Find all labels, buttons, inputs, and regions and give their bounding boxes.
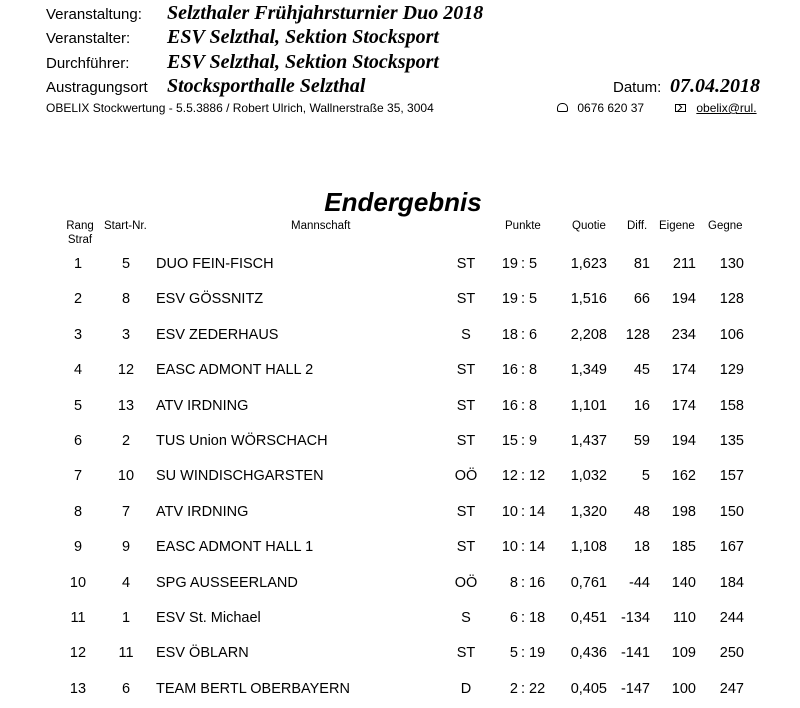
points-lost-cell: 18 [529, 610, 546, 626]
quotient-cell: 1,320 [570, 504, 607, 520]
phone-icon [557, 103, 568, 112]
quotient-cell: 1,437 [570, 433, 607, 449]
col-diff: Diff. [627, 220, 648, 232]
own-points-cell: 211 [672, 256, 696, 272]
rank-cell: 2 [73, 291, 83, 307]
team-name-cell: ESV ÖBLARN [156, 645, 249, 661]
region-cell: S [461, 327, 471, 343]
difference-cell: 59 [633, 433, 650, 449]
own-points-cell: 234 [671, 327, 696, 343]
own-points-cell: 110 [672, 610, 696, 626]
region-cell: OÖ [454, 575, 478, 591]
own-points-cell: 194 [671, 291, 696, 307]
points-won-cell: 8 [509, 575, 518, 591]
rank-cell: 13 [69, 681, 87, 697]
points-won-cell: 12 [501, 468, 518, 484]
rank-cell: 12 [69, 645, 87, 661]
own-points-cell: 185 [671, 539, 696, 555]
own-points-cell: 162 [671, 468, 696, 484]
team-name-cell: ESV GÖSSNITZ [156, 291, 264, 307]
rank-cell: 10 [69, 575, 87, 591]
points-won-cell: 16 [501, 362, 518, 378]
difference-cell: 16 [633, 398, 650, 414]
points-lost-cell: 9 [529, 433, 538, 449]
region-cell: ST [456, 504, 476, 520]
difference-cell: 128 [625, 327, 650, 343]
rank-cell: 3 [73, 327, 83, 343]
col-quotie: Quotie [572, 220, 606, 232]
datum-label: Datum: [613, 79, 662, 96]
points-lost-cell: 22 [529, 681, 546, 697]
difference-cell: -134 [620, 610, 650, 626]
team-name-cell: EASC ADMONT HALL 2 [156, 362, 314, 378]
points-separator: : [520, 398, 526, 414]
points-lost-cell: 6 [529, 327, 538, 343]
region-cell: ST [456, 398, 476, 414]
quotient-cell: 1,516 [570, 291, 607, 307]
points-won-cell: 19 [501, 256, 518, 272]
points-lost-cell: 5 [529, 256, 538, 272]
own-points-cell: 174 [671, 398, 696, 414]
points-separator: : [520, 539, 526, 555]
points-separator: : [520, 291, 526, 307]
points-separator: : [520, 645, 526, 661]
opponent-points-cell: 135 [719, 433, 744, 449]
rank-cell: 4 [73, 362, 83, 378]
points-separator: : [520, 433, 526, 449]
team-name-cell: DUO FEIN-FISCH [156, 256, 274, 272]
region-cell: S [461, 610, 471, 626]
points-separator: : [520, 327, 526, 343]
phone-contact [557, 101, 644, 115]
rank-cell: 7 [73, 468, 83, 484]
difference-cell: 81 [633, 256, 650, 272]
rank-cell: 11 [70, 610, 86, 626]
points-won-cell: 19 [501, 291, 518, 307]
start-number-cell: 11 [118, 645, 134, 661]
points-won-cell: 15 [501, 433, 518, 449]
start-number-cell: 9 [121, 539, 131, 555]
start-number-cell: 7 [121, 504, 131, 520]
team-name-cell: ATV IRDNING [156, 504, 249, 520]
quotient-cell: 0,405 [570, 681, 607, 697]
datum-value: 07.04.2018 [670, 75, 760, 97]
region-cell: ST [456, 433, 476, 449]
start-number-cell: 6 [121, 681, 131, 697]
quotient-cell: 0,436 [570, 645, 607, 661]
opponent-points-cell: 129 [719, 362, 744, 378]
veranstalter-value: ESV Selzthal, Sektion Stocksport [167, 26, 439, 48]
region-cell: ST [456, 291, 476, 307]
ort-value: Stocksporthalle Selzthal [167, 75, 366, 97]
veranstaltung-label: Veranstaltung: [46, 6, 142, 23]
start-number-cell: 12 [117, 362, 135, 378]
region-cell: D [460, 681, 472, 697]
quotient-cell: 0,761 [570, 575, 607, 591]
points-separator: : [520, 468, 526, 484]
points-separator: : [520, 362, 526, 378]
opponent-points-cell: 244 [719, 610, 744, 626]
rank-cell: 6 [73, 433, 83, 449]
points-won-cell: 16 [501, 398, 518, 414]
points-separator: : [520, 610, 526, 626]
quotient-cell: 1,032 [570, 468, 607, 484]
col-straf: Straf [67, 234, 93, 246]
points-separator: : [520, 575, 526, 591]
start-number-cell: 13 [117, 398, 135, 414]
start-number-cell: 3 [121, 327, 131, 343]
opponent-points-cell: 167 [719, 539, 744, 555]
own-points-cell: 140 [671, 575, 696, 591]
quotient-cell: 1,101 [570, 398, 607, 414]
opponent-points-cell: 184 [719, 575, 744, 591]
own-points-cell: 194 [671, 433, 696, 449]
phone-number: 0676 620 37 [577, 101, 645, 115]
own-points-cell: 174 [671, 362, 696, 378]
quotient-cell: 1,108 [570, 539, 607, 555]
opponent-points-cell: 157 [719, 468, 744, 484]
region-cell: ST [456, 539, 476, 555]
start-number-cell: 4 [121, 575, 131, 591]
opponent-points-cell: 150 [719, 504, 744, 520]
region-cell: ST [456, 362, 476, 378]
own-points-cell: 100 [671, 681, 696, 697]
team-name-cell: SU WINDISCHGARSTEN [156, 468, 324, 484]
opponent-points-cell: 130 [719, 256, 744, 272]
durchfuehrer-value: ESV Selzthal, Sektion Stocksport [167, 51, 439, 73]
difference-cell: 48 [633, 504, 650, 520]
points-lost-cell: 16 [529, 575, 546, 591]
points-won-cell: 10 [501, 539, 518, 555]
own-points-cell: 109 [671, 645, 696, 661]
start-number-cell: 5 [121, 256, 131, 272]
points-won-cell: 2 [509, 681, 518, 697]
points-lost-cell: 8 [529, 362, 538, 378]
difference-cell: -141 [620, 645, 650, 661]
team-name-cell: EASC ADMONT HALL 1 [156, 539, 314, 555]
team-name-cell: TUS Union WÖRSCHACH [156, 433, 328, 449]
points-won-cell: 6 [509, 610, 518, 626]
points-lost-cell: 5 [529, 291, 538, 307]
points-won-cell: 18 [501, 327, 518, 343]
col-mannschaft: Mannschaft [291, 220, 351, 232]
difference-cell: -147 [620, 681, 650, 697]
quotient-cell: 1,623 [570, 256, 607, 272]
start-number-cell: 1 [121, 610, 131, 626]
opponent-points-cell: 158 [719, 398, 744, 414]
email-link[interactable]: obelix@rul. [696, 101, 757, 115]
start-number-cell: 8 [121, 291, 131, 307]
difference-cell: 66 [633, 291, 650, 307]
opponent-points-cell: 250 [719, 645, 744, 661]
page-title: Endergebnis [324, 187, 482, 217]
col-startnr: Start-Nr. [104, 220, 147, 232]
team-name-cell: TEAM BERTL OBERBAYERN [156, 681, 350, 697]
difference-cell: -44 [629, 575, 650, 591]
col-rang: Rang [66, 220, 94, 232]
rank-cell: 5 [73, 398, 83, 414]
points-separator: : [520, 256, 526, 272]
software-line: OBELIX Stockwertung - 5.5.3886 / Robert Ulrich, Wallnerstraße 35, 3004 [46, 101, 434, 115]
own-points-cell: 198 [671, 504, 696, 520]
veranstaltung-value: Selzthaler Frühjahrsturnier Duo 2018 [167, 2, 484, 24]
region-cell: ST [456, 645, 476, 661]
points-won-cell: 10 [501, 504, 518, 520]
points-lost-cell: 12 [529, 468, 546, 484]
points-won-cell: 5 [509, 645, 518, 661]
difference-cell: 45 [633, 362, 650, 378]
points-lost-cell: 14 [529, 504, 546, 520]
mail-contact[interactable] [675, 101, 757, 115]
team-name-cell: ESV ZEDERHAUS [156, 327, 279, 343]
rank-cell: 1 [73, 256, 83, 272]
team-name-cell: ESV St. Michael [156, 610, 261, 626]
points-separator: : [520, 681, 526, 697]
start-number-cell: 2 [121, 433, 131, 449]
points-separator: : [520, 504, 526, 520]
team-name-cell: ATV IRDNING [156, 398, 249, 414]
col-eigene: Eigene [659, 220, 695, 232]
col-gegne: Gegne [708, 220, 743, 232]
region-cell: OÖ [454, 468, 478, 484]
ort-label: Austragungsort [46, 79, 148, 96]
rank-cell: 9 [73, 539, 83, 555]
region-cell: ST [456, 256, 476, 272]
mail-icon [675, 104, 686, 112]
quotient-cell: 2,208 [570, 327, 607, 343]
difference-cell: 18 [633, 539, 650, 555]
opponent-points-cell: 128 [719, 291, 744, 307]
points-lost-cell: 19 [529, 645, 546, 661]
opponent-points-cell: 247 [719, 681, 744, 697]
start-number-cell: 10 [117, 468, 135, 484]
opponent-points-cell: 106 [719, 327, 744, 343]
rank-cell: 8 [73, 504, 83, 520]
difference-cell: 5 [641, 468, 650, 484]
veranstalter-label: Veranstalter: [46, 30, 131, 47]
points-lost-cell: 14 [529, 539, 546, 555]
col-punkte: Punkte [505, 220, 541, 232]
quotient-cell: 0,451 [570, 610, 607, 626]
team-name-cell: SPG AUSSEERLAND [156, 575, 298, 591]
points-lost-cell: 8 [529, 398, 538, 414]
quotient-cell: 1,349 [570, 362, 607, 378]
durchfuehrer-label: Durchführer: [46, 55, 130, 72]
